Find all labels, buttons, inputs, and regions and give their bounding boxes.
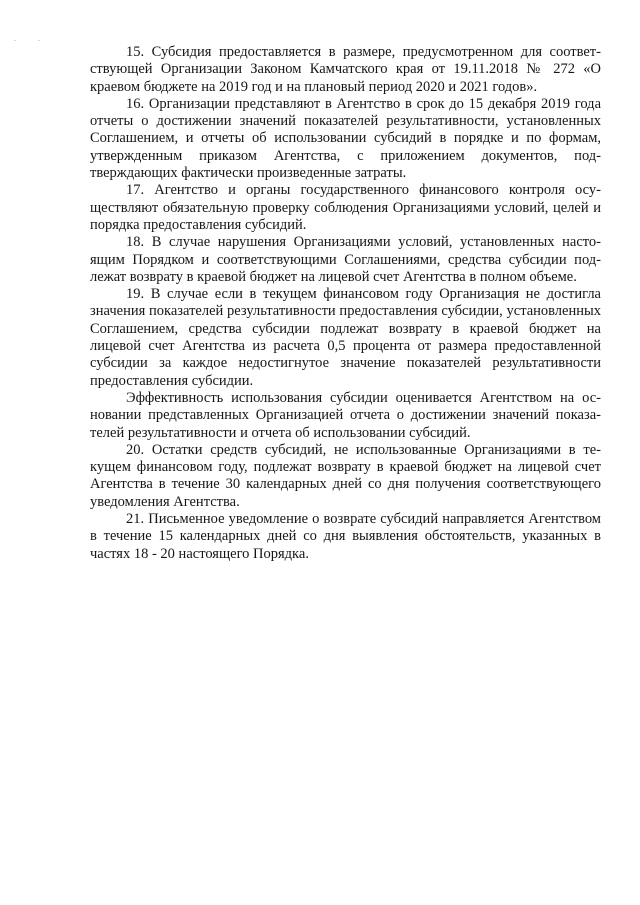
paragraph-19: 19. В случае если в текущем финансовом году Организация не достигла значения показателей результативности предоставления субсидии, установленных Соглашением, средства субсидии подлежат возврату в краевой бюджет на лицевой счет Агентства из расчета 0,5 процента от размера предоставленной субсидии за каждое недостигнутое значение показателей результативности предоставления субсидии. xyxy=(90,286,601,389)
paragraph-efficiency: Эффективность использования субсидии оценивается Агентством на основании представленных Организацией отчета о достижении значений показателей результативности и отчета об использовании субсидий. xyxy=(90,389,601,441)
paragraph-21: 21. Письменное уведомление о возврате субсидий направляется Агентством в течение 15 календарных дней со дня выявления обстоятельств, указанных в частях 18 - 20 настоящего Порядка. xyxy=(90,511,601,562)
scan-corner-mark: . . xyxy=(14,34,50,43)
paragraph-18: 18. В случае нарушения Организациями условий, установленных настоящим Порядком и соответствующими Соглашениями, средства субсидии подлежат возврату в краевой бюджет на лицевой счет Агентства в полном объеме. xyxy=(90,234,601,285)
paragraph-15: 15. Субсидия предоставляется в размере, предусмотренном для соответствующей Организации Законом Камчатского края от 19.11.2018 № 272 «О краевом бюджете на 2019 год и на плановый период 2020 и 2021 годов». xyxy=(90,44,601,95)
paragraph-20: 20. Остатки средств субсидий, не использованные Организациями в текущем финансовом году, подлежат возврату в краевой бюджет на лицевой счет Агентства в течение 30 календарных дней со дня получения соответствующего уведомления Агентства. xyxy=(90,441,601,510)
paragraph-16: 16. Организации представляют в Агентство в срок до 15 декабря 2019 года отчеты о достижении значений показателей результативности, установленных Соглашением, и отчеты об использовании субсидий в порядке и по формам, утвержденным приказом Агентства, с приложением документов, подтверждающих фактически произведенные затраты. xyxy=(90,95,601,182)
document-body xyxy=(90,44,601,563)
paragraph-17: 17. Агентство и органы государственного финансового контроля осуществляют обязательную проверку соблюдения Организациями условий, целей и порядка предоставления субсидий. xyxy=(90,182,601,233)
